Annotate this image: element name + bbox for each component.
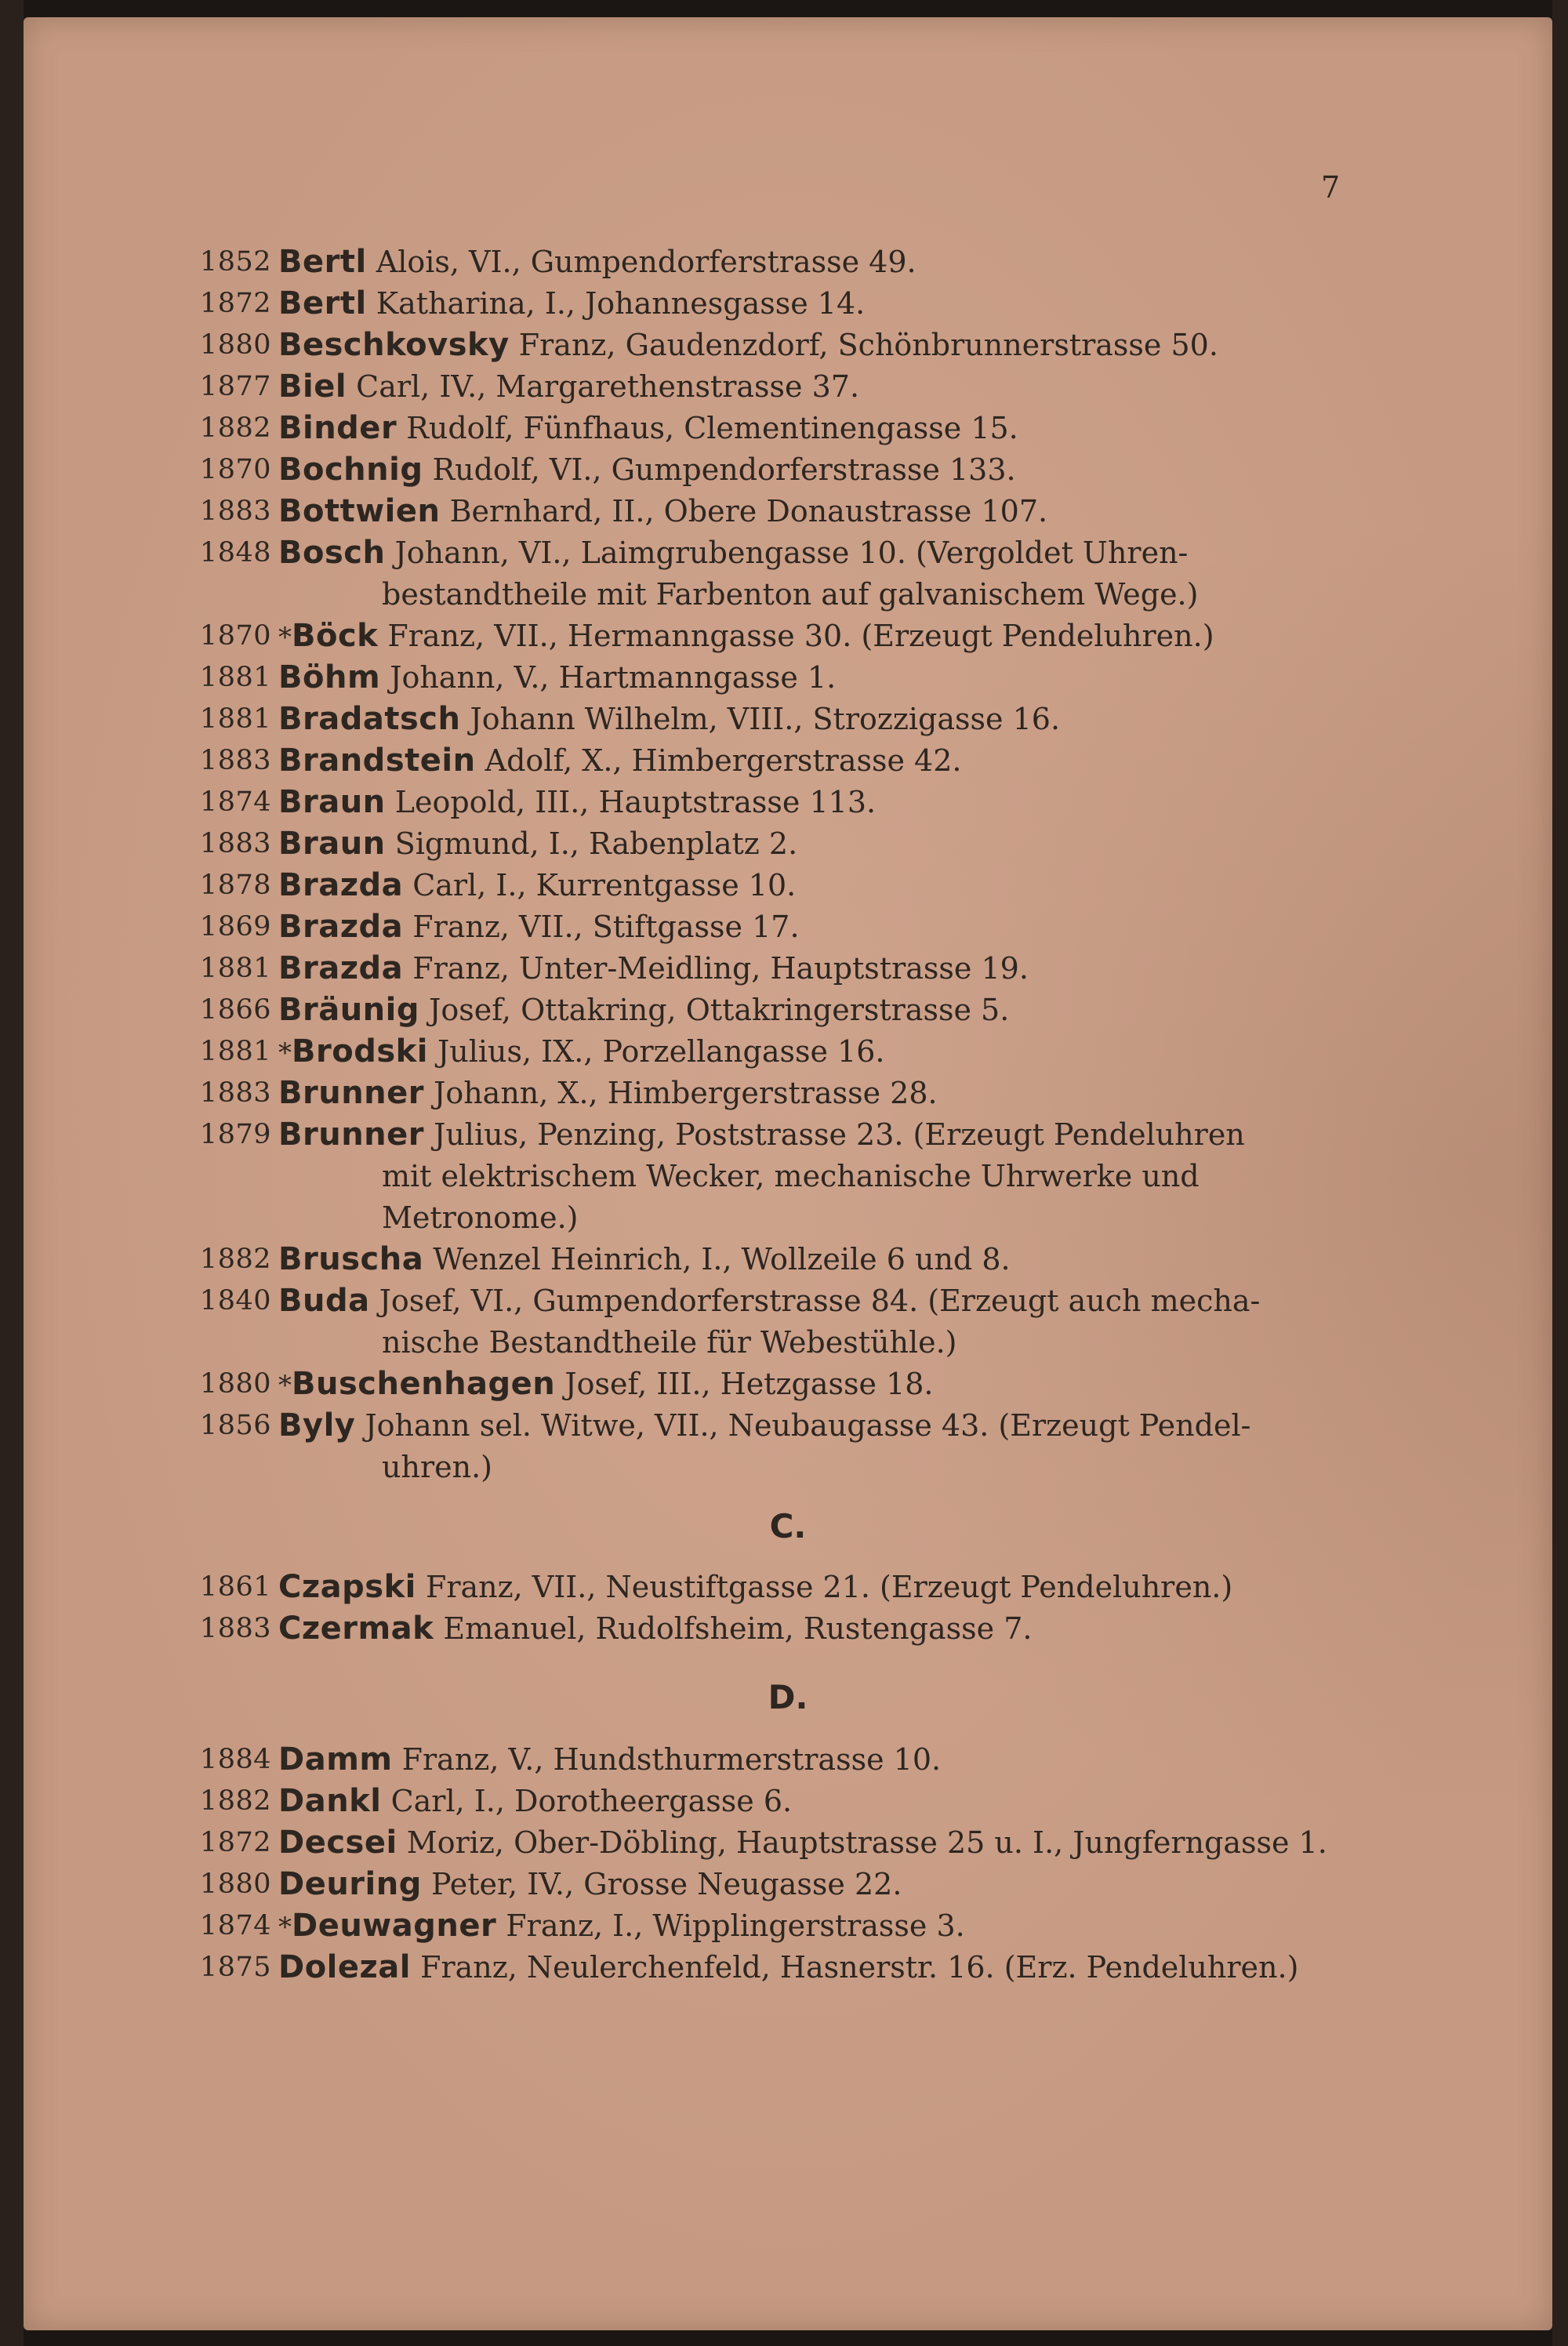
entry-star: *: [278, 622, 292, 653]
entry-text: [278, 699, 1360, 739]
entry-details: Franz, Unter-Meidling, Hauptstrasse 19.: [403, 951, 1029, 986]
entry-text: [278, 616, 1360, 658]
entry-details: Franz, Neulerchenfeld, Hasnerstr. 16. (Erz. Pendeluhren.): [411, 1950, 1299, 1985]
entry-text: [278, 325, 1360, 365]
directory-entry: [24, 1405, 1552, 1446]
directory-entry: [24, 699, 1552, 739]
entry-name: Böck: [292, 618, 379, 654]
entry-details: Franz, VII., Hermanngasse 30. (Erzeugt Pendeluhren.): [378, 619, 1214, 653]
entry-name: Czapski: [278, 1569, 416, 1605]
entry-text: [278, 283, 1360, 324]
entry-details: Bernhard, II., Obere Donaustrasse 107.: [440, 494, 1048, 528]
entry-star: *: [278, 1912, 292, 1943]
entry-text: [278, 865, 1360, 906]
entry-name: Buschenhagen: [292, 1366, 556, 1402]
entry-year: 1877: [199, 371, 271, 402]
directory-entry: [24, 532, 1552, 573]
entry-text: [278, 1567, 1360, 1607]
entry-year: 1856: [199, 1410, 271, 1441]
entry-text: [278, 740, 1360, 781]
entry-text: [278, 242, 1360, 282]
directory-entry: [24, 823, 1552, 864]
entry-year: 1883: [199, 828, 271, 859]
entry-name: Brunner: [278, 1117, 424, 1153]
entry-year: 1875: [199, 1952, 271, 1983]
section-heading-d: D.: [768, 1678, 808, 1716]
entry-continuation: uhren.): [382, 1450, 492, 1484]
directory-entry: [24, 1114, 1552, 1155]
entry-details: Carl, IV., Margarethenstrasse 37.: [347, 369, 860, 404]
entry-details: Franz, V., Hundsthurmerstrasse 10.: [392, 1742, 942, 1777]
entry-name: Bochnig: [278, 452, 423, 488]
entry-name: Binder: [278, 410, 397, 446]
entry-text: [278, 1781, 1360, 1821]
directory-entry: [24, 449, 1552, 490]
directory-entry: [24, 948, 1552, 989]
entry-details: Carl, I., Kurrentgasse 10.: [403, 868, 797, 902]
entry-name: Deuring: [278, 1866, 422, 1902]
entry-year: 1883: [199, 745, 271, 776]
directory-entry: [24, 1567, 1552, 1607]
entry-text: [278, 1239, 1360, 1280]
entry-name: Böhm: [278, 659, 381, 695]
entry-text: [278, 948, 1360, 989]
entry-text: [278, 366, 1360, 407]
directory-entry: [24, 1364, 1552, 1404]
directory-entry: [24, 408, 1552, 448]
entry-text: [278, 1864, 1360, 1905]
entry-details: Carl, I., Dorotheergasse 6.: [381, 1784, 793, 1818]
directory-entry: [24, 990, 1552, 1030]
entry-continuation: mit elektrischem Wecker, mechanische Uhrwerke und: [382, 1159, 1200, 1193]
entry-details: Rudolf, VI., Gumpendorferstrasse 133.: [423, 452, 1016, 487]
entry-text: [278, 491, 1360, 532]
entry-details: Moriz, Ober-Döbling, Hauptstrasse 25 u. I., Jungferngasse 1.: [397, 1825, 1327, 1860]
section-heading-c: C.: [769, 1507, 807, 1545]
document-page: [24, 17, 1552, 2330]
entry-text: [278, 449, 1360, 490]
entry-name: Brazda: [278, 950, 404, 986]
directory-entry: [24, 1947, 1552, 1988]
entry-details: Franz, VII., Neustiftgasse 21. (Erzeugt Pendeluhren.): [416, 1570, 1233, 1604]
entry-continuation: nische Bestandtheile für Webestühle.): [382, 1325, 957, 1360]
entry-year: 1861: [199, 1571, 271, 1603]
entry-details: Rudolf, Fünfhaus, Clementinengasse 15.: [397, 411, 1018, 445]
entry-name: Beschkovsky: [278, 327, 510, 363]
entry-details: Johann Wilhelm, VIII., Strozzigasse 16.: [460, 702, 1061, 736]
entry-name: Bosch: [278, 535, 386, 571]
entry-text: [278, 657, 1360, 698]
entry-year: 1883: [199, 1077, 271, 1109]
entry-text: [278, 408, 1360, 448]
entry-details: Franz, Gaudenzdorf, Schönbrunnerstrasse 50.: [509, 328, 1218, 362]
entry-year: 1880: [199, 329, 271, 361]
directory-entry: [24, 325, 1552, 365]
entry-details: Peter, IV., Grosse Neugasse 22.: [421, 1867, 902, 1901]
directory-entry: [24, 1280, 1552, 1321]
entry-name: Bottwien: [278, 493, 441, 529]
entry-details: Julius, Penzing, Poststrasse 23. (Erzeugt Pendeluhren: [424, 1117, 1245, 1152]
entry-details: Katharina, I., Johannesgasse 14.: [366, 286, 866, 321]
entry-text: [278, 1114, 1360, 1155]
directory-entry: [24, 242, 1552, 282]
entry-year: 1866: [199, 994, 271, 1026]
directory-entry: [24, 657, 1552, 698]
entry-text: [278, 1905, 1360, 1948]
entry-text: [278, 1280, 1360, 1321]
entry-year: 1881: [199, 703, 271, 735]
entry-year: 1883: [199, 1613, 271, 1644]
entry-details: Josef, VI., Gumpendorferstrasse 84. (Erzeugt auch mecha-: [369, 1284, 1261, 1318]
entry-details: Leopold, III., Hauptstrasse 113.: [385, 785, 877, 819]
entry-details: Josef, Ottakring, Ottakringerstrasse 5.: [419, 993, 1010, 1027]
entry-details: Johann, VI., Laimgrubengasse 10. (Vergoldet Uhren-: [385, 536, 1189, 570]
entry-year: 1874: [199, 1910, 271, 1941]
directory-entry: [24, 1239, 1552, 1280]
entry-name: Brandstein: [278, 743, 476, 779]
entry-text: [278, 906, 1360, 947]
entry-text: [278, 1739, 1360, 1780]
entry-year: 1884: [199, 1744, 271, 1775]
entry-year: 1872: [199, 288, 271, 319]
entry-year: 1883: [199, 496, 271, 527]
entry-year: 1852: [199, 246, 271, 278]
entry-name: Byly: [278, 1407, 356, 1444]
entry-year: 1881: [199, 1036, 271, 1067]
entry-name: Deuwagner: [292, 1908, 497, 1944]
entry-name: Brazda: [278, 909, 404, 945]
entry-details: Johann, X., Himbergerstrasse 28.: [424, 1076, 938, 1110]
entry-details: Julius, IX., Porzellangasse 16.: [427, 1034, 885, 1069]
entry-year: 1880: [199, 1868, 271, 1900]
entry-text: [278, 1073, 1360, 1113]
entry-name: Brodski: [292, 1033, 428, 1070]
entry-continuation: bestandtheile mit Farbenton auf galvanischem Wege.): [382, 577, 1199, 612]
entry-year: 1870: [199, 454, 271, 485]
entry-text: [278, 532, 1360, 573]
entry-year: 1878: [199, 870, 271, 901]
entry-name: Bruscha: [278, 1241, 424, 1277]
entry-text: [278, 782, 1360, 823]
entry-name: Brazda: [278, 867, 404, 903]
entry-name: Bertl: [278, 244, 367, 280]
entry-text: [278, 1947, 1360, 1988]
entry-name: Damm: [278, 1741, 393, 1778]
entry-details: Sigmund, I., Rabenplatz 2.: [385, 826, 798, 861]
entry-year: 1880: [199, 1368, 271, 1400]
directory-entry: [24, 1031, 1552, 1072]
entry-text: [278, 823, 1360, 864]
directory-entry: [24, 1864, 1552, 1905]
entry-details: Franz, VII., Stiftgasse 17.: [403, 910, 800, 944]
entry-name: Biel: [278, 369, 347, 405]
entry-star: *: [278, 1037, 292, 1069]
directory-entry: [24, 1073, 1552, 1113]
entry-name: Braun: [278, 784, 386, 820]
book-edge: [1552, 0, 1568, 2346]
directory-entry: [24, 366, 1552, 407]
entry-details: Adolf, X., Himbergerstrasse 42.: [475, 743, 962, 778]
entry-name: Dankl: [278, 1783, 382, 1819]
entry-name: Braun: [278, 826, 386, 862]
entry-year: 1840: [199, 1285, 271, 1316]
entry-name: Bradatsch: [278, 701, 461, 737]
entry-year: 1848: [199, 537, 271, 568]
entry-details: Johann sel. Witwe, VII., Neubaugasse 43. (Erzeugt Pendel-: [355, 1408, 1251, 1443]
entry-name: Brunner: [278, 1075, 424, 1111]
entry-details: Alois, VI., Gumpendorferstrasse 49.: [366, 245, 916, 279]
page-number: 7: [1321, 170, 1341, 205]
directory-entry: [24, 865, 1552, 906]
entry-text: [278, 1822, 1360, 1863]
entry-name: Bräunig: [278, 992, 420, 1028]
entry-name: Dolezal: [278, 1949, 412, 1985]
directory-entry: [24, 1739, 1552, 1780]
directory-entry: [24, 1781, 1552, 1821]
directory-entry: [24, 1608, 1552, 1649]
entry-continuation: Metronome.): [382, 1200, 579, 1235]
entry-details: Franz, I., Wipplingerstrasse 3.: [496, 1908, 965, 1943]
book-spine: [0, 0, 24, 2346]
entry-text: [278, 1608, 1360, 1649]
directory-entry: [24, 740, 1552, 781]
entry-year: 1881: [199, 662, 271, 693]
entry-year: 1874: [199, 786, 271, 818]
entry-year: 1879: [199, 1119, 271, 1150]
entry-year: 1872: [199, 1827, 271, 1858]
entry-details: Emanuel, Rudolfsheim, Rustengasse 7.: [434, 1611, 1033, 1646]
entry-text: [278, 990, 1360, 1030]
entry-details: Josef, III., Hetzgasse 18.: [555, 1367, 934, 1401]
entry-year: 1870: [199, 620, 271, 652]
entry-year: 1882: [199, 412, 271, 444]
entry-name: Buda: [278, 1283, 370, 1319]
entry-text: [278, 1031, 1360, 1073]
entry-details: Wenzel Heinrich, I., Wollzeile 6 und 8.: [423, 1242, 1011, 1276]
entry-star: *: [278, 1370, 292, 1401]
entry-name: Bertl: [278, 285, 367, 321]
directory-entry: [24, 782, 1552, 823]
directory-entry: [24, 491, 1552, 532]
entry-name: Decsei: [278, 1825, 397, 1861]
entry-year: 1882: [199, 1244, 271, 1275]
directory-entry: [24, 616, 1552, 656]
entry-name: Czermak: [278, 1611, 434, 1647]
directory-entry: [24, 1822, 1552, 1863]
entry-year: 1881: [199, 953, 271, 984]
directory-entry: [24, 1905, 1552, 1946]
directory-entry: [24, 283, 1552, 324]
entry-year: 1869: [199, 911, 271, 942]
entry-text: [278, 1364, 1360, 1406]
entry-text: [278, 1405, 1360, 1446]
entry-year: 1882: [199, 1785, 271, 1817]
directory-entry: [24, 906, 1552, 947]
entry-details: Johann, V., Hartmanngasse 1.: [380, 660, 837, 695]
